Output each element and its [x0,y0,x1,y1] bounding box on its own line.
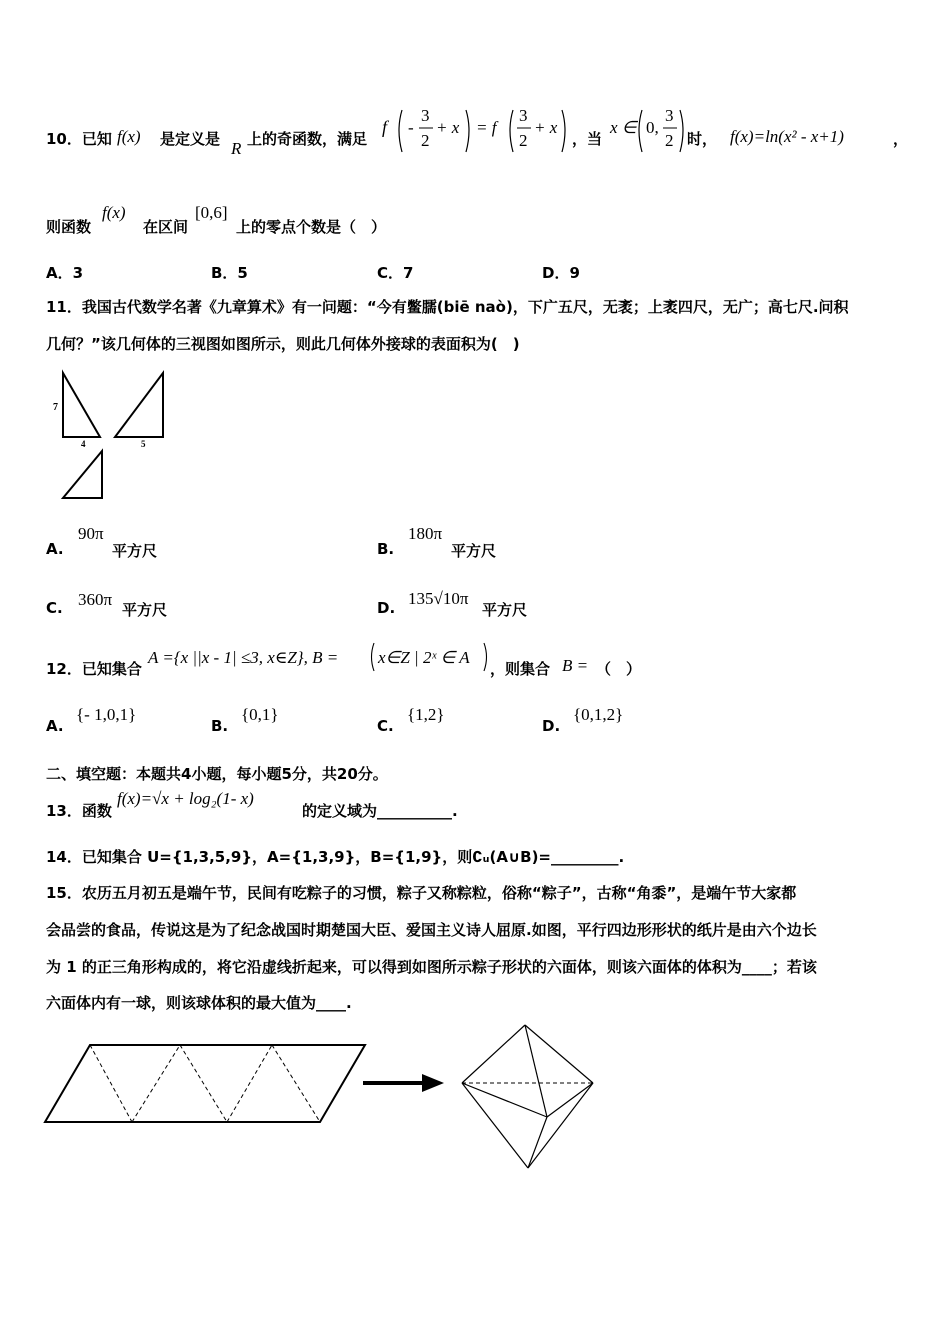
q12-sets: A ={x ||x - 1| ≤3, x∈Z}, B = [148,648,339,667]
q10-text-3: ，当 [572,130,603,148]
q10-cond-plusx1: + x [436,118,460,137]
q15-hexahedron-figure [455,1020,605,1175]
q10-cond-num1: 3 [421,106,430,125]
q11-option-a-expr: 90π [78,524,104,543]
q11-line1: 11．我国古代数学名著《九章算术》有一问题：“今有鳖臑(biē naò)，下广五尺，无袤；上袤四尺，无广；高七尺.问积 [46,298,849,316]
q12-option-b-letter[interactable]: B. [211,717,229,735]
q10-text-4: 时， [687,130,718,148]
q11-option-d-letter[interactable]: D. [377,599,396,617]
q11-option-c-unit: 平方尺 [122,601,168,619]
q10-text-2: 上的奇函数，满足 [247,130,368,148]
q11-option-c-expr: 360π [78,590,113,609]
q13-number: 13．函数 [46,802,112,820]
q10-cond-eqf: = f [476,118,497,137]
q10-def-end: ， [893,130,909,148]
q12-option-a-expr: {- 1,0,1} [76,705,137,724]
q11-line2: 几何？”该几何体的三视图如图所示，则此几何体外接球的表面积为( ) [46,335,520,353]
q10-cond-den1: 2 [421,131,430,150]
q10-option-c[interactable]: C．7 [377,264,414,282]
q11-three-views-figure [48,370,178,505]
q12-option-c-letter[interactable]: C. [377,717,394,735]
q12-text: ，则集合 [490,660,551,678]
q12-number: 12．已知集合 [46,660,142,678]
q15-arrow [360,1072,450,1094]
q11-label-4: 4 [81,439,86,449]
q12-set-b-formula [368,640,490,674]
q11-option-b-letter[interactable]: B. [377,540,395,558]
q11-option-a-unit: 平方尺 [112,542,158,560]
q10-line2-fx: f(x) [102,203,126,222]
q11-side-view [115,373,163,437]
q11-option-b-expr: 180π [408,524,443,543]
q10-cond-den2: 2 [519,131,528,150]
q12-b-eq: B = [562,656,589,675]
q12-set-b-text: x∈Z | 2ˣ ∈ A [378,648,470,667]
q11-label-5: 5 [141,439,146,449]
q10-number: 10．已知 [46,130,112,148]
q11-label-7: 7 [53,402,58,413]
q11-front-view [63,373,100,437]
q15-parallelogram-figure [40,1040,380,1130]
q11-option-d-expr: 135√10π [408,589,469,608]
q10-condition-formula [380,100,570,160]
q10-int-start: 0, [646,118,659,137]
section-2-heading: 二、填空题：本题共4小题，每小题5分，共20分。 [46,765,388,783]
q10-option-a[interactable]: A．3 [46,264,84,282]
q15-line3: 为 1 的正三角形构成的，将它沿虚线折起来，可以得到如图所示粽子形状的六面体，则该六面体的体积为____；若该 [46,958,817,976]
q10-fx: f(x) [117,127,141,146]
q10-int-den: 2 [665,131,674,150]
q10-line2-b: 在区间 [143,218,189,236]
q10-option-d[interactable]: D．9 [542,264,580,282]
q10-line2-interval: [0,6] [195,203,228,222]
q10-option-b[interactable]: B．5 [211,264,248,282]
q12-option-a-letter[interactable]: A. [46,717,64,735]
q15-line4: 六面体内有一球，则该球体积的最大值为____. [46,994,352,1012]
q10-definition: f(x)=ln(x² - x+1) [730,127,844,146]
q10-line2-c: 上的零点个数是（ ） [236,218,387,236]
q15-parallelogram-outline [45,1045,365,1122]
q10-text-1: 是定义是 [160,130,221,148]
q13-expression: f(x)=√x + log₂(1- x) [117,789,254,808]
q10-cond-num2: 3 [519,106,528,125]
q15-fold-lines [90,1045,320,1122]
q15-line1: 15．农历五月初五是端午节，民间有吃粽子的习惯，粽子又称粽粒，俗称“粽子”，古称“角黍”，是端午节大家都 [46,884,797,902]
q11-option-a-letter[interactable]: A. [46,540,64,558]
q15-line2: 会品尝的食品，传说这是为了纪念战国时期楚国大臣、爱国主义诗人屈原.如图，平行四边形形状的纸片是由六个边长 [46,921,817,939]
q13-text: 的定义域为__________. [302,802,458,820]
q10-R: R [231,139,242,158]
q11-top-view [63,451,102,498]
q12-option-d-expr: {0,1,2} [573,705,624,724]
q12-option-c-expr: {1,2} [407,705,445,724]
q11-option-c-letter[interactable]: C. [46,599,63,617]
q12-option-b-expr: {0,1} [241,705,279,724]
q10-cond-f1: f [382,117,388,137]
q10-int-num: 3 [665,106,674,125]
q10-x-in: x ∈ [610,118,637,137]
q10-cond-plusx2: + x [534,118,558,137]
q11-option-b-unit: 平方尺 [451,542,497,560]
q12-option-d-letter[interactable]: D. [542,717,561,735]
q11-option-d-unit: 平方尺 [482,601,528,619]
q10-cond-minus: - [408,118,414,137]
q14-text: 14．已知集合 U={1,3,5,9}，A={1,3,9}，B={1,9}，则∁ᵤ(A∪B)=_________. [46,848,625,866]
q10-line2-a: 则函数 [46,218,92,236]
q12-paren: （ ） [596,660,642,678]
q10-interval-formula [608,100,688,160]
